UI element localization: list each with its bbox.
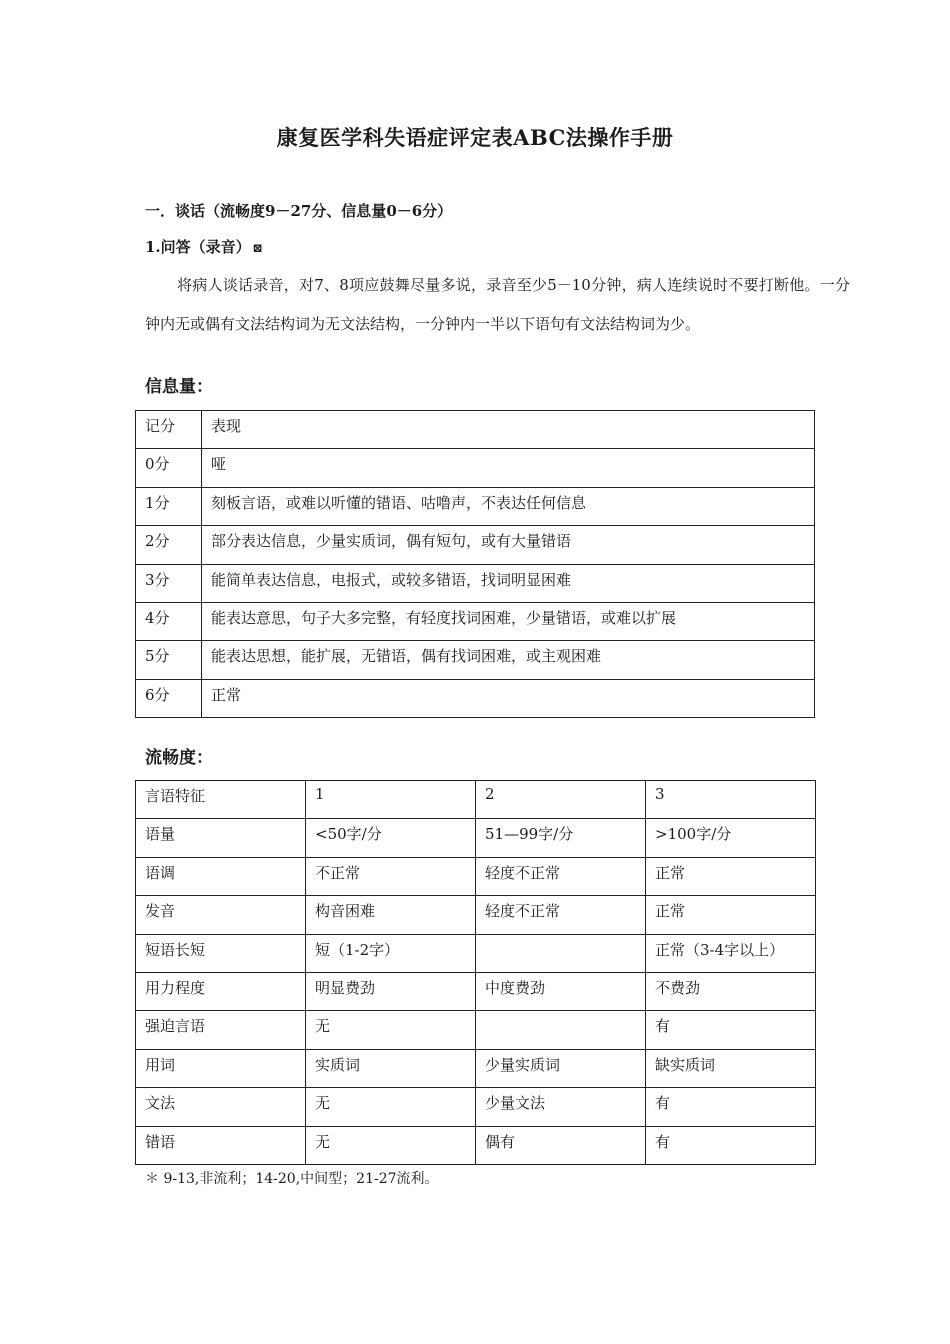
table-cell: 轻度不正常 — [476, 857, 646, 895]
table-cell: 4分 — [136, 602, 202, 640]
table-cell: 无 — [306, 1126, 476, 1164]
table-row — [136, 1088, 816, 1126]
table-header-cell: 2 — [476, 781, 646, 819]
table-cell: 语调 — [136, 857, 306, 895]
table-cell: 无 — [306, 1088, 476, 1126]
table-cell: 2分 — [136, 526, 202, 564]
table-row — [136, 934, 816, 972]
table-cell: 短（1-2字） — [306, 934, 476, 972]
document-title: 康复医学科失语症评定表ABC法操作手册 — [276, 125, 674, 150]
table-cell: 中度费劲 — [476, 972, 646, 1010]
table-cell — [476, 934, 646, 972]
subsection-label: 1.问答（录音） — [145, 238, 251, 256]
table-cell: 6分 — [136, 679, 202, 717]
table-cell: 短语长短 — [136, 934, 306, 972]
table-header-cell: 表现 — [202, 411, 815, 449]
table-header-cell: 1 — [306, 781, 476, 819]
table-cell: 强迫言语 — [136, 1011, 306, 1049]
table-row — [136, 449, 815, 487]
audio-embed-icon: ⊠ — [252, 241, 263, 255]
footnote: ＊ 9-13,非流利；14-20,中间型；21-27流利。 — [145, 1171, 439, 1187]
info-table — [135, 410, 815, 718]
table-header-cell: 3 — [646, 781, 816, 819]
table-cell: 有 — [646, 1088, 816, 1126]
info-heading: 信息量： — [145, 377, 213, 397]
table-cell: 无 — [306, 1011, 476, 1049]
table-row — [136, 602, 815, 640]
table-cell: 正常（3-4字以上） — [646, 934, 816, 972]
table-header-cell: 记分 — [136, 411, 202, 449]
table-row — [136, 564, 815, 602]
table-cell: 错语 — [136, 1126, 306, 1164]
table-cell: 刻板言语，或难以听懂的错语、咕噜声，不表达任何信息 — [202, 487, 815, 525]
table-row — [136, 526, 815, 564]
table-row — [136, 972, 816, 1010]
table-cell: 能表达思想，能扩展，无错语，偶有找词困难，或主观困难 — [202, 641, 815, 679]
table-cell: 轻度不正常 — [476, 896, 646, 934]
table-row — [136, 411, 815, 449]
fluency-heading: 流畅度： — [145, 748, 213, 768]
instruction-paragraph: 将病人谈话录音，对7、8项应鼓舞尽量多说，录音至少5－10分钟，病人连续说时不要打断他。一分钟内无或偶有文法结构词为无文法结构，一分钟内一半以下语句有文法结构词为少。 — [145, 276, 850, 333]
table-cell: 1分 — [136, 487, 202, 525]
table-cell — [476, 1011, 646, 1049]
table-cell: 偶有 — [476, 1126, 646, 1164]
table-cell: 正常 — [646, 896, 816, 934]
table-cell: 哑 — [202, 449, 815, 487]
table-row — [136, 1049, 816, 1087]
table-cell: 缺实质词 — [646, 1049, 816, 1087]
table-cell: >100字/分 — [646, 819, 816, 857]
table-row — [136, 1011, 816, 1049]
table-cell: 用词 — [136, 1049, 306, 1087]
subsection-heading — [145, 236, 263, 257]
table-cell: 能简单表达信息，电报式，或较多错语，找词明显困难 — [202, 564, 815, 602]
table-row — [136, 641, 815, 679]
table-cell: 明显费劲 — [306, 972, 476, 1010]
table-cell: 用力程度 — [136, 972, 306, 1010]
table-cell: 实质词 — [306, 1049, 476, 1087]
table-cell: 发音 — [136, 896, 306, 934]
table-cell: 少量文法 — [476, 1088, 646, 1126]
table-cell: 正常 — [202, 679, 815, 717]
fluency-table — [135, 780, 816, 1165]
table-cell: 能表达意思，句子大多完整，有轻度找词困难，少量错语，或难以扩展 — [202, 602, 815, 640]
table-cell: 构音困难 — [306, 896, 476, 934]
table-row — [136, 1126, 816, 1164]
table-cell: 不费劲 — [646, 972, 816, 1010]
table-cell: 文法 — [136, 1088, 306, 1126]
table-cell: 语量 — [136, 819, 306, 857]
table-row — [136, 487, 815, 525]
table-row — [136, 896, 816, 934]
table-cell: 有 — [646, 1126, 816, 1164]
table-cell: 不正常 — [306, 857, 476, 895]
table-cell: 正常 — [646, 857, 816, 895]
table-cell: 0分 — [136, 449, 202, 487]
table-cell: 5分 — [136, 641, 202, 679]
table-row — [136, 819, 816, 857]
section-heading: 一．谈话（流畅度9－27分、信息量0－6分） — [145, 202, 453, 220]
table-cell: 有 — [646, 1011, 816, 1049]
table-cell: 少量实质词 — [476, 1049, 646, 1087]
table-cell: 部分表达信息，少量实质词，偶有短句，或有大量错语 — [202, 526, 815, 564]
table-row — [136, 857, 816, 895]
table-cell: <50字/分 — [306, 819, 476, 857]
table-header-cell: 言语特征 — [136, 781, 306, 819]
table-cell: 3分 — [136, 564, 202, 602]
table-cell: 51—99字/分 — [476, 819, 646, 857]
table-row — [136, 781, 816, 819]
table-row — [136, 679, 815, 717]
